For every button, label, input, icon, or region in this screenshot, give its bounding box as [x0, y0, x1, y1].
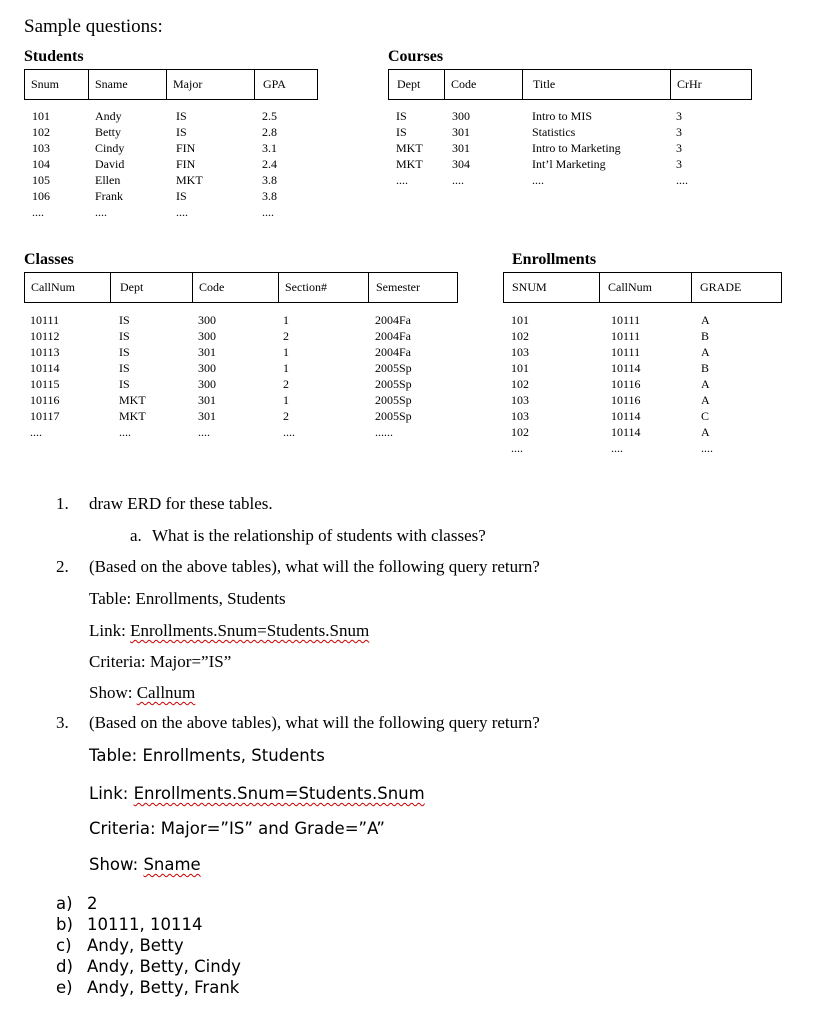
q2-number: 2. [56, 557, 69, 576]
table-cell: 3.8 [262, 189, 277, 203]
answer-letter-e: e) [56, 978, 73, 997]
table-cell: 2004Fa [375, 329, 411, 343]
table-cell: Ellen [95, 173, 121, 187]
table-cell: 2005Sp [375, 393, 412, 407]
enrollments-col-callnum [611, 312, 641, 456]
table-cell: 1 [283, 393, 289, 407]
table-cell: .... [701, 441, 713, 455]
q1-text: draw ERD for these tables. [89, 494, 273, 513]
table-cell: 2005Sp [375, 361, 412, 375]
table-cell: .... [30, 425, 42, 439]
students-header-row [24, 69, 318, 100]
table-cell: IS [119, 313, 130, 327]
table-cell: IS [176, 109, 187, 123]
q2-text: (Based on the above tables), what will the following query return? [89, 557, 540, 576]
answer-text-c: Andy, Betty [87, 936, 184, 955]
answer-choice-a [56, 893, 241, 914]
table-cell: 10117 [30, 409, 60, 423]
table-cell: 10114 [611, 425, 641, 439]
table-cell: 106 [32, 189, 50, 203]
classes-header-dept: Dept [111, 273, 193, 302]
table-cell: .... [532, 173, 544, 187]
q1a-text: What is the relationship of students with classes? [152, 526, 486, 545]
table-cell: 10114 [30, 361, 60, 375]
courses-col-code [452, 108, 470, 188]
q3-link-value: Enrollments.Snum=Students.Snum [133, 784, 425, 803]
table-cell: FIN [176, 141, 196, 155]
classes-col-code [198, 312, 216, 440]
table-cell: 300 [198, 361, 216, 375]
table-cell: 300 [198, 313, 216, 327]
q1a-letter: a. [130, 526, 142, 545]
students-title: Students [24, 48, 84, 65]
table-cell: 2 [283, 409, 289, 423]
table-cell: MKT [119, 393, 146, 407]
table-cell: IS [119, 329, 130, 343]
table-cell: 2004Fa [375, 313, 411, 327]
table-cell: IS [176, 189, 187, 203]
table-cell: MKT [176, 173, 203, 187]
answer-letter-b: b) [56, 915, 73, 934]
table-cell: IS [119, 345, 130, 359]
table-cell: Intro to Marketing [532, 141, 621, 155]
q3-table: Table: Enrollments, Students [89, 746, 325, 765]
q3-show-value: Sname [143, 855, 201, 874]
q3-number: 3. [56, 713, 69, 732]
q3-show-label: Show: [89, 855, 144, 874]
courses-title: Courses [388, 48, 444, 65]
q2-link-label: Link: [89, 621, 131, 640]
classes-col-section [283, 312, 295, 440]
table-cell: .... [611, 441, 623, 455]
enrollments-col-grade [701, 312, 713, 456]
enrollments-header-grade: GRADE [700, 280, 742, 294]
table-cell: 10116 [611, 377, 641, 391]
table-cell: 2004Fa [375, 345, 411, 359]
table-cell: 301 [198, 393, 216, 407]
table-cell: 10112 [30, 329, 60, 343]
table-cell: 10114 [611, 361, 641, 375]
table-cell: Betty [95, 125, 121, 139]
answer-text-a: 2 [87, 894, 98, 913]
table-cell: IS [119, 377, 130, 391]
table-cell: FIN [176, 157, 196, 171]
table-cell: 300 [198, 377, 216, 391]
table-cell: .... [32, 205, 44, 219]
answer-choice-d [56, 956, 241, 977]
table-cell: 103 [511, 345, 529, 359]
table-cell: 3 [676, 141, 682, 155]
q2-show-label: Show: [89, 683, 137, 702]
enrollments-title: Enrollments [512, 251, 597, 268]
answer-letter-d: d) [56, 957, 73, 976]
table-cell: 3 [676, 157, 682, 171]
table-cell: 102 [511, 377, 529, 391]
enrollments-col-snum [511, 312, 529, 456]
table-cell: ...... [375, 425, 393, 439]
q2-show-value: Callnum [136, 683, 196, 702]
table-cell: .... [198, 425, 210, 439]
table-cell: 1 [283, 313, 289, 327]
answer-choices [56, 893, 241, 998]
classes-header-code: Code [193, 273, 279, 302]
table-cell: 10116 [30, 393, 60, 407]
q3-show [89, 855, 201, 874]
table-cell: 103 [511, 409, 529, 423]
table-cell: 10115 [30, 377, 60, 391]
table-cell: .... [511, 441, 523, 455]
classes-title: Classes [24, 251, 74, 268]
table-cell: IS [396, 125, 407, 139]
q1-number: 1. [56, 494, 69, 513]
table-cell: 301 [452, 125, 470, 139]
table-cell: 2005Sp [375, 377, 412, 391]
table-cell: A [701, 313, 710, 327]
students-col-gpa [262, 108, 277, 220]
courses-header-crhr: CrHr [677, 77, 702, 91]
table-cell: A [701, 425, 710, 439]
q2-table: Table: Enrollments, Students [89, 589, 286, 608]
students-col-snum [32, 108, 50, 220]
answer-choice-b [56, 914, 241, 935]
enrollments-header-callnum: CallNum [600, 273, 692, 302]
table-cell: MKT [119, 409, 146, 423]
courses-col-title [532, 108, 621, 188]
table-cell: 101 [511, 313, 529, 327]
table-cell: 300 [198, 329, 216, 343]
table-cell: 102 [32, 125, 50, 139]
table-cell: 3.8 [262, 173, 277, 187]
table-cell: C [701, 409, 710, 423]
answer-letter-c: c) [56, 936, 72, 955]
classes-header-semester: Semester [376, 280, 420, 294]
answer-text-e: Andy, Betty, Frank [87, 978, 240, 997]
table-cell: 10114 [611, 409, 641, 423]
students-header-gpa: GPA [263, 77, 286, 91]
table-cell: 300 [452, 109, 470, 123]
table-cell: 1 [283, 361, 289, 375]
table-cell: .... [283, 425, 295, 439]
table-cell: 301 [198, 345, 216, 359]
classes-header-row [24, 272, 458, 303]
table-cell: 2005Sp [375, 409, 412, 423]
table-cell: 102 [511, 425, 529, 439]
table-cell: 10111 [611, 313, 641, 327]
table-cell: MKT [396, 141, 423, 155]
classes-header-section: Section# [279, 273, 369, 302]
table-cell: 3.1 [262, 141, 277, 155]
classes-col-semester [375, 312, 412, 440]
courses-header-dept: Dept [389, 70, 445, 99]
table-cell: B [701, 361, 710, 375]
q3-criteria: Criteria: Major=”IS” and Grade=”A” [89, 819, 385, 838]
table-cell: David [95, 157, 125, 171]
table-cell: 3 [676, 125, 682, 139]
table-cell: .... [452, 173, 464, 187]
table-cell: .... [262, 205, 274, 219]
table-cell: Intro to MIS [532, 109, 592, 123]
table-cell: 105 [32, 173, 50, 187]
table-cell: 10113 [30, 345, 60, 359]
q3-link-label: Link: [89, 784, 134, 803]
courses-header-code: Code [445, 70, 523, 99]
table-cell: 301 [452, 141, 470, 155]
table-cell: A [701, 377, 710, 391]
table-cell: 2 [283, 329, 289, 343]
students-col-major [176, 108, 203, 220]
table-cell: 101 [32, 109, 50, 123]
table-cell: 2.4 [262, 157, 277, 171]
answer-letter-a: a) [56, 894, 73, 913]
table-cell: B [701, 329, 710, 343]
table-cell: IS [119, 361, 130, 375]
table-cell: 10116 [611, 393, 641, 407]
table-cell: 10111 [30, 313, 60, 327]
table-cell: 301 [198, 409, 216, 423]
table-cell: 10111 [611, 329, 641, 343]
table-cell: A [701, 393, 710, 407]
table-cell: IS [396, 109, 407, 123]
table-cell: 2.5 [262, 109, 277, 123]
table-cell: 304 [452, 157, 470, 171]
q2-link-value: Enrollments.Snum=Students.Snum [130, 621, 370, 640]
courses-header-row [388, 69, 752, 100]
table-cell: Cindy [95, 141, 125, 155]
q3-link [89, 784, 425, 803]
classes-col-dept [119, 312, 146, 440]
table-cell: .... [176, 205, 188, 219]
courses-header-title: Title [523, 70, 671, 99]
table-cell: Statistics [532, 125, 576, 139]
table-cell: Int’l Marketing [532, 157, 606, 171]
table-cell: IS [176, 125, 187, 139]
table-cell: 104 [32, 157, 50, 171]
table-cell: 2.8 [262, 125, 277, 139]
q2-show [89, 683, 195, 703]
students-header-major: Major [167, 70, 255, 99]
table-cell: 102 [511, 329, 529, 343]
answer-text-d: Andy, Betty, Cindy [87, 957, 241, 976]
table-cell: Andy [95, 109, 122, 123]
q2-link [89, 621, 369, 641]
students-col-sname [95, 108, 124, 220]
table-cell: 103 [32, 141, 50, 155]
students-header-sname: Sname [89, 70, 167, 99]
table-cell: A [701, 345, 710, 359]
students-header-snum: Snum [25, 70, 89, 99]
classes-header-callnum: CallNum [25, 273, 111, 302]
answer-text-b: 10111, 10114 [87, 915, 203, 934]
table-cell: .... [396, 173, 408, 187]
table-cell: 101 [511, 361, 529, 375]
table-cell: 3 [676, 109, 682, 123]
table-cell: MKT [396, 157, 423, 171]
q2-criteria: Criteria: Major=”IS” [89, 652, 232, 671]
courses-col-dept [396, 108, 423, 188]
courses-col-crhr [676, 108, 688, 188]
q3-text: (Based on the above tables), what will the following query return? [89, 713, 540, 732]
table-cell: .... [95, 205, 107, 219]
table-cell: 2 [283, 377, 289, 391]
table-cell: .... [676, 173, 688, 187]
enrollments-header-row [503, 272, 782, 303]
classes-col-callnum [30, 312, 60, 440]
table-cell: 103 [511, 393, 529, 407]
table-cell: Frank [95, 189, 123, 203]
answer-choice-c [56, 935, 241, 956]
table-cell: 10111 [611, 345, 641, 359]
table-cell: .... [119, 425, 131, 439]
table-cell: 1 [283, 345, 289, 359]
page-heading: Sample questions: [24, 16, 163, 37]
answer-choice-e [56, 977, 241, 998]
enrollments-header-snum: SNUM [504, 273, 600, 302]
